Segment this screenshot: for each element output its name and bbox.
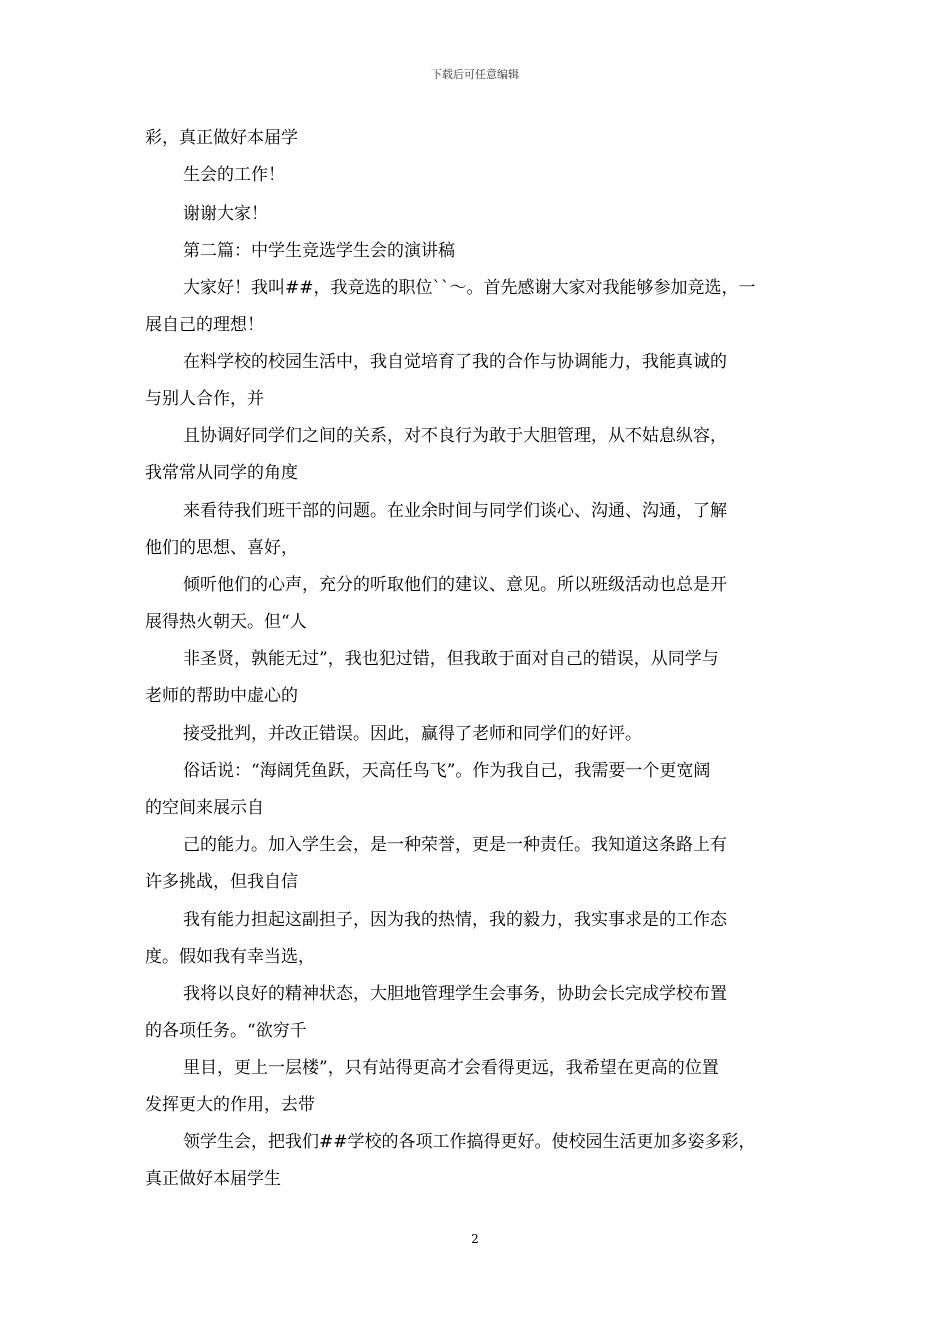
text-line: 我有能力担起这副担子，因为我的热情，我的毅力，我实事求是的工作态 bbox=[183, 910, 727, 930]
text-line: 非圣贤，孰能无过”，我也犯过错，但我敢于面对自己的错误，从同学与 bbox=[183, 649, 719, 669]
text-line: 我将以良好的精神状态，大胆地管理学生会事务，协助会长完成学校布置 bbox=[183, 984, 727, 1004]
text-line: 展得热火朝天。但“人 bbox=[145, 612, 307, 632]
text-line: 真正做好本届学生 bbox=[145, 1169, 281, 1189]
text-line: 在料学校的校园生活中，我自觉培育了我的合作与协调能力，我能真诚的 bbox=[183, 352, 727, 372]
text-line: 领学生会，把我们##学校的各项工作搞得更好。使校园生活更加多姿多彩， bbox=[183, 1132, 756, 1152]
text-line: 己的能力。加入学生会，是一种荣誉，更是一种责任。我知道这条路上有 bbox=[183, 835, 727, 855]
text-line: 的各项任务。“欲穷千 bbox=[145, 1021, 307, 1041]
text-line: 我常常从同学的角度 bbox=[145, 463, 298, 483]
text-line: 与别人合作，并 bbox=[145, 389, 264, 409]
text-line: 谢谢大家！ bbox=[183, 204, 268, 224]
text-line: 里目，更上一层楼”，只有站得更高才会看得更远，我希望在更高的位置 bbox=[183, 1058, 719, 1078]
text-line: 发挥更大的作用，去带 bbox=[145, 1095, 315, 1115]
text-line: 许多挑战，但我自信 bbox=[145, 872, 298, 892]
page-number: 2 bbox=[471, 1232, 479, 1246]
text-line: 大家好！我叫##，我竞选的职位``～。首先感谢大家对我能够参加竞选，一 bbox=[183, 278, 756, 298]
text-line: 接受批判，并改正错误。因此，赢得了老师和同学们的好评。 bbox=[183, 724, 642, 744]
text-line: 且协调好同学们之间的关系，对不良行为敢于大胆管理，从不姑息纵容， bbox=[183, 426, 727, 446]
text-line: 生会的工作！ bbox=[183, 165, 285, 185]
text-line: 彩，真正做好本届学 bbox=[145, 128, 298, 148]
text-line: 俗话说：“海阔凭鱼跃，天高任鸟飞”。作为我自己，我需要一个更宽阔 bbox=[183, 761, 711, 781]
text-line: 老师的帮助中虚心的 bbox=[145, 686, 298, 706]
text-line: 的空间来展示自 bbox=[145, 798, 264, 818]
text-line: 第二篇：中学生竞选学生会的演讲稿 bbox=[183, 241, 455, 261]
text-line: 展自己的理想！ bbox=[145, 315, 264, 335]
text-line: 来看待我们班干部的问题。在业余时间与同学们谈心、沟通、沟通，了解 bbox=[183, 501, 727, 521]
page-header: 下载后可任意编辑 bbox=[431, 68, 519, 81]
text-line: 度。假如我有幸当选， bbox=[145, 947, 315, 967]
text-line: 他们的思想、喜好， bbox=[145, 538, 298, 558]
text-line: 倾听他们的心声，充分的听取他们的建议、意见。所以班级活动也总是开 bbox=[183, 575, 727, 595]
